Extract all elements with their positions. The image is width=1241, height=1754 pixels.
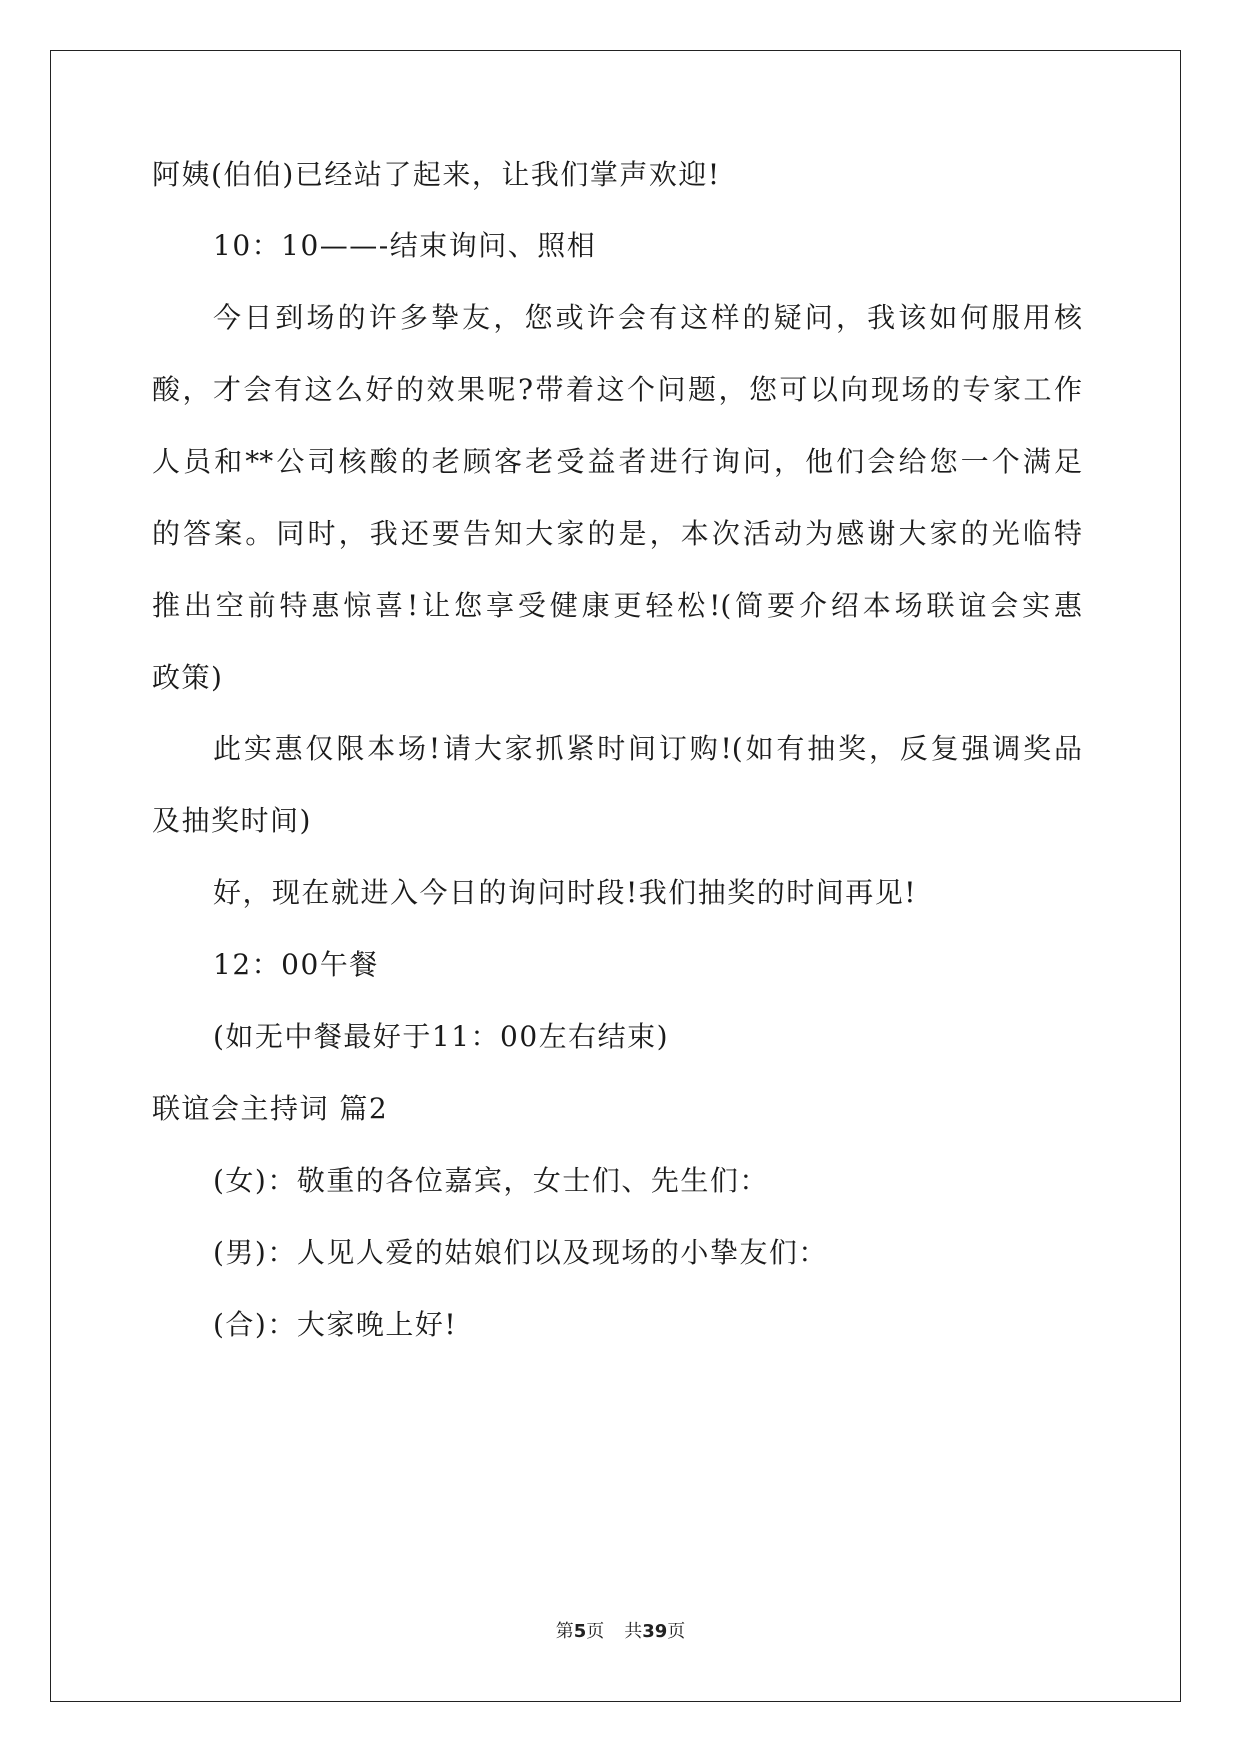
total-suffix: 页 bbox=[667, 1621, 686, 1642]
text-line: (女)：敬重的各位嘉宾，女士们、先生们： bbox=[213, 1164, 769, 1197]
text-line: 推出空前特惠惊喜!让您享受健康更轻松!(简要介绍本场联谊会实惠 bbox=[152, 589, 1082, 622]
section-heading: 联谊会主持词 篇2 bbox=[152, 1092, 389, 1125]
page-number: 5 bbox=[573, 1621, 587, 1642]
text-line: 及抽奖时间) bbox=[152, 804, 312, 837]
text-line: 政策) bbox=[152, 661, 224, 694]
text-line: (合)：大家晚上好! bbox=[213, 1308, 458, 1341]
total-pages: 39 bbox=[642, 1621, 668, 1642]
page-footer bbox=[0, 1620, 1241, 1644]
text-line: 10：10——-结束询问、照相 bbox=[213, 229, 597, 262]
text-line: (男)：人见人爱的姑娘们以及现场的小挚友们： bbox=[213, 1236, 828, 1269]
text-line: 今日到场的许多挚友，您或许会有这样的疑问，我该如何服用核 bbox=[213, 301, 1082, 334]
page-prefix: 第 bbox=[555, 1621, 574, 1642]
text-line: 人员和**公司核酸的老顾客老受益者进行询问，他们会给您一个满足 bbox=[152, 445, 1082, 478]
page-suffix: 页 bbox=[586, 1621, 605, 1642]
text-line: 此实惠仅限本场!请大家抓紧时间订购!(如有抽奖，反复强调奖品 bbox=[213, 732, 1082, 765]
text-line: (如无中餐最好于11：00左右结束) bbox=[213, 1020, 670, 1053]
total-prefix: 共 bbox=[624, 1621, 643, 1642]
text-line: 好，现在就进入今日的询问时段!我们抽奖的时间再见! bbox=[213, 876, 918, 909]
text-line: 的答案。同时，我还要告知大家的是，本次活动为感谢大家的光临特 bbox=[152, 517, 1082, 550]
text-line: 阿姨(伯伯)已经站了起来，让我们掌声欢迎! bbox=[152, 158, 721, 191]
text-line: 12：00午餐 bbox=[213, 948, 379, 981]
text-line: 酸，才会有这么好的效果呢?带着这个问题，您可以向现场的专家工作 bbox=[152, 373, 1082, 406]
